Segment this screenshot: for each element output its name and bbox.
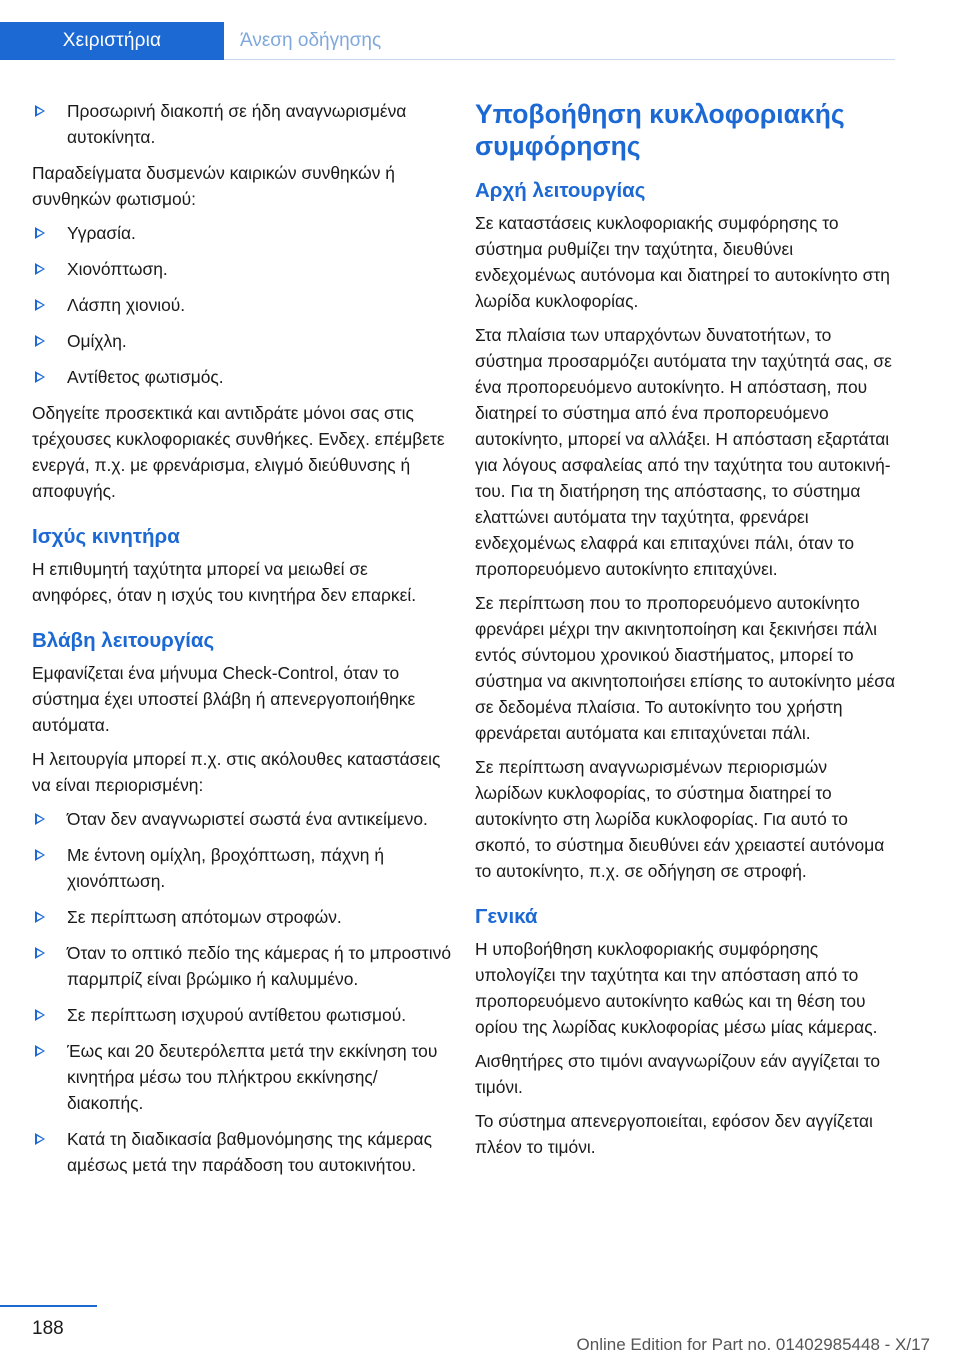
- triangle-bullet-icon: [35, 371, 45, 383]
- general-paragraph: Αισθητήρες στο τιμόνι αναγνωρίζουν εάν αγγίζεται το τιμόνι.: [475, 1051, 881, 1097]
- main-heading: Υποβοήθηση κυκλοφοριακής συμφόρησης: [475, 99, 845, 161]
- list-item: Αντίθετος φωτισμός.: [32, 364, 452, 390]
- limited-intro: Η λειτουργία μπορεί π.χ. στις ακόλουθες καταστάσεις να είναι περιορισμένη:: [32, 749, 441, 795]
- list-item: Προσωρινή διακοπή σε ήδη αναγνωρισμένα αυτοκίνητα.: [32, 98, 452, 150]
- section-title: Άνεση οδήγησης: [240, 30, 382, 51]
- weather-bullet-list: [32, 220, 452, 390]
- engine-power-heading: Ισχύς κινητήρα: [32, 525, 180, 548]
- triangle-bullet-icon: [35, 911, 45, 923]
- list-item: Με έντονη ομίχλη, βροχόπτωση, πάχνη ή χιονόπτωση.: [32, 842, 452, 894]
- list-item: Ομίχλη.: [32, 328, 452, 354]
- engine-power-text: Η επιθυμητή ταχύτητα μπορεί να μειωθεί σε ανηφόρες, όταν η ισχύς του κινητήρα δεν επαρκεί.: [32, 559, 417, 605]
- drive-careful-text: Οδηγείτε προσεκτικά και αντιδράτε μόνοι σας στις τρέχουσες κυκλοφοριακές συνθήκες. Ενδεχ. επέμβετε ενεργά, π.χ. με φρενάρισμα, ελιγμό διεύθυνσης ή αποφυγής.: [32, 403, 445, 501]
- left-column: [32, 98, 452, 1188]
- triangle-bullet-icon: [35, 299, 45, 311]
- principle-paragraph: Στα πλαίσια των υπαρχόντων δυνατοτήτων, το σύστημα προσαρμόζει αυτόματα την ταχύτητά σας, σε ένα προπορευόμενο αυτοκίνητο. Η απόσταση, που διατηρεί το σύστημα από ένα προπορευόμενο αυτοκίνητο, μπορεί να αλλάξει. Η απόσταση εξαρτάται για λόγους ασφαλείας από την ταχύτητα του αυτοκινήτου. Για τη διατήρηση της απόστασης, το σύστημα ελαττώνει αυτόματα την ταχύτητα, φρενάρει ενδεχομένως ελαφρά και επιταχύνει πάλι, όταν το προπορευόμενο αυτοκίνητο επιταχύνει.: [475, 325, 892, 579]
- list-item: Κατά τη διαδικασία βαθμονόμησης της κάμερας αμέσως μετά την παράδοση του αυτοκινήτου.: [32, 1126, 452, 1178]
- list-item: Έως και 20 δευτερόλεπτα μετά την εκκίνηση του κινητήρα μέσω του πλήκτρου εκκίνησης/διακοπής.: [32, 1038, 452, 1116]
- general-paragraph: Η υποβοήθηση κυκλοφοριακής συμφόρησης υπολογίζει την ταχύτητα και την απόσταση από το προπορευόμενο αυτοκίνητο καθώς και τη θέση του ορίου της λωρίδας κυκλοφορίας μέσω μίας κάμερας.: [475, 939, 878, 1037]
- principle-paragraph: Σε καταστάσεις κυκλοφοριακής συμφόρησης το σύστημα ρυθμίζει την ταχύτητα, διευθύνει ενδεχομένως αυτόνομα και διατηρεί το αυτοκίνητο στη λωρίδα κυκλοφορίας.: [475, 213, 890, 311]
- list-item: Όταν δεν αναγνωριστεί σωστά ένα αντικείμενο.: [32, 806, 452, 832]
- header-divider: [224, 59, 895, 60]
- triangle-bullet-icon: [35, 1009, 45, 1021]
- general-heading: Γενικά: [475, 905, 538, 928]
- triangle-bullet-icon: [35, 263, 45, 275]
- weather-intro: Παραδείγματα δυσμενών καιρικών συνθηκών ή συνθηκών φωτισμού:: [32, 163, 395, 209]
- chapter-tab: Χειριστήρια: [0, 22, 224, 60]
- principle-heading: Αρχή λειτουργίας: [475, 179, 646, 202]
- triangle-bullet-icon: [35, 849, 45, 861]
- triangle-bullet-icon: [35, 1133, 45, 1145]
- triangle-bullet-icon: [35, 105, 45, 117]
- list-item: Όταν το οπτικό πεδίο της κάμερας ή το μπροστινό παρμπρίζ είναι βρώμικο ή καλυμμένο.: [32, 940, 452, 992]
- triangle-bullet-icon: [35, 1045, 45, 1057]
- bullet-list: [32, 98, 452, 150]
- page-number: 188: [32, 1318, 64, 1339]
- principle-paragraph: Σε περίπτωση αναγνωρισμένων περιορισμών λωρίδων κυκλοφορίας, το σύστημα διατηρεί το αυτοκίνητο στη λωρίδα κυκλοφορίας. Για αυτό το σκοπό, το σύστημα διευθύνει εάν χρειαστεί αυτόνομα το αυτοκίνητο, π.χ. σε οδήγηση σε στροφή.: [475, 757, 885, 881]
- principle-paragraph: Σε περίπτωση που το προπορευόμενο αυτοκίνητο φρενάρει μέχρι την ακινητοποίηση και ξεκινήσει πάλι εντός σύντομου χρονικού διαστήματος, μπορεί το σύστημα να ακινητοποιήσει επίσης το αυτοκίνητο μέσα σε δεδομένα πλαίσια. Το αυτοκίνητο του χρήστη φρενάρεται αυτόματα και επιταχύνεται πάλι.: [475, 593, 896, 743]
- right-column: [475, 98, 895, 1168]
- list-item: Σε περίπτωση απότομων στροφών.: [32, 904, 452, 930]
- malfunction-heading: Βλάβη λειτουργίας: [32, 629, 215, 652]
- edition-footer: Online Edition for Part no. 01402985448 - X/17: [576, 1335, 930, 1354]
- list-item: Υγρασία.: [32, 220, 452, 246]
- limited-bullet-list: [32, 806, 452, 1178]
- footer-divider: [0, 1305, 97, 1307]
- list-item: Χιονόπτωση.: [32, 256, 452, 282]
- triangle-bullet-icon: [35, 227, 45, 239]
- triangle-bullet-icon: [35, 813, 45, 825]
- list-item: Λάσπη χιονιού.: [32, 292, 452, 318]
- triangle-bullet-icon: [35, 947, 45, 959]
- page-header: [0, 0, 895, 60]
- general-paragraph: Το σύστημα απενεργοποιείται, εφόσον δεν αγγίζεται πλέον το τιμόνι.: [475, 1111, 873, 1157]
- triangle-bullet-icon: [35, 335, 45, 347]
- malfunction-text: Εμφανίζεται ένα μήνυμα Check-Control, όταν το σύστημα έχει υποστεί βλάβη ή απενεργοποιήθηκε αυτόματα.: [32, 663, 416, 735]
- list-item: Σε περίπτωση ισχυρού αντίθετου φωτισμού.: [32, 1002, 452, 1028]
